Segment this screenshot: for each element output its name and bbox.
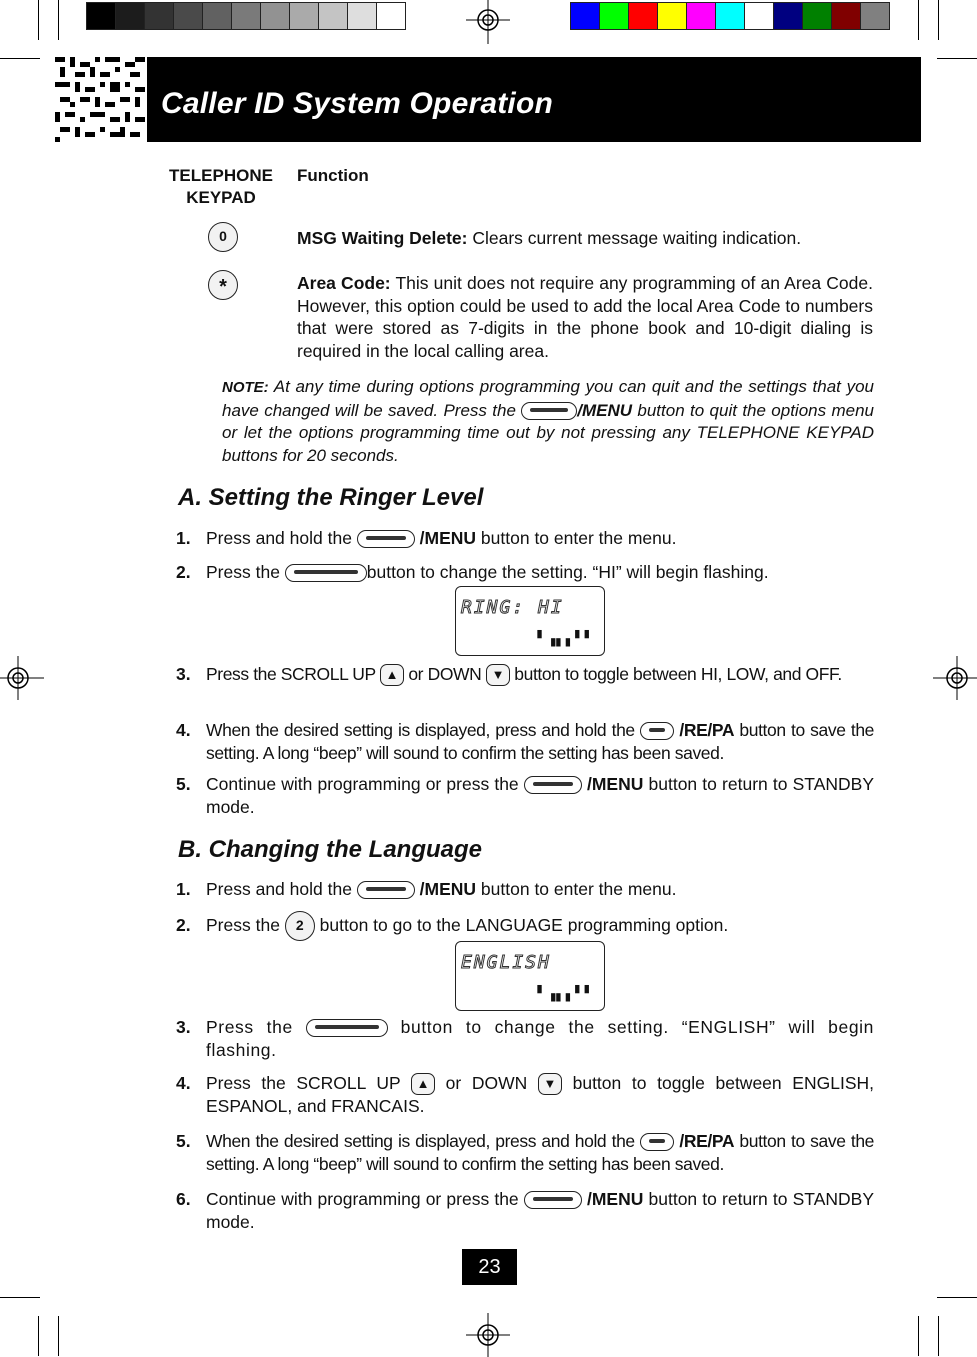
step-text: Press the	[206, 1017, 306, 1037]
function-row	[297, 227, 875, 250]
column-header-function: Function	[297, 166, 369, 185]
crop-mark	[937, 58, 977, 59]
step-text: Press and hold the	[206, 879, 357, 899]
step	[176, 773, 874, 821]
button-name: /MENU	[586, 774, 644, 794]
crop-mark	[937, 1297, 977, 1298]
page-title: Caller ID System Operation	[161, 87, 553, 120]
function-label: Area Code:	[297, 273, 391, 293]
color-bar	[570, 2, 889, 30]
step	[176, 878, 874, 902]
lcd-status-icons: ▘▗▖▖▘▘	[537, 631, 594, 647]
step-number: 1.	[176, 528, 191, 548]
step	[176, 1016, 874, 1064]
step-text: Continue with programming or press the	[206, 774, 524, 794]
crop-mark	[58, 0, 59, 40]
step-text: Press the	[206, 915, 285, 935]
crop-mark	[38, 0, 39, 40]
section-title: A. Setting the Ringer Level	[178, 484, 484, 511]
button-name: /MENU	[586, 1189, 644, 1209]
crop-mark	[0, 1297, 40, 1298]
dot-pattern-icon	[55, 57, 145, 142]
step-number: 3.	[176, 1017, 191, 1037]
step-number: 6.	[176, 1189, 191, 1209]
select-button-icon	[285, 564, 367, 582]
note-label: NOTE:	[222, 379, 269, 396]
step-text: button to toggle between HI, LOW, and OFF.	[509, 664, 842, 684]
step-text: button to enter the menu.	[476, 879, 677, 899]
button-name: /RE/PA	[679, 720, 735, 740]
step-text: or DOWN	[435, 1073, 538, 1093]
re-pa-button-icon	[640, 722, 674, 740]
step-number: 3.	[176, 664, 191, 684]
step-text: or DOWN	[403, 664, 486, 684]
step-text: button to return to STANDBY mode.	[206, 774, 874, 817]
crop-mark	[38, 1316, 39, 1356]
grayscale-bar	[86, 2, 405, 30]
crop-mark	[938, 0, 939, 40]
step-number: 2.	[176, 562, 191, 582]
step-text: button to save the setting. A long “beep” will sound to confirm the setting has been saved.	[206, 720, 874, 763]
scroll-down-icon: ▼	[538, 1073, 562, 1095]
step	[176, 1130, 874, 1178]
menu-button-icon	[357, 881, 415, 899]
lcd-status-icons: ▘▗▖▖▘▘	[537, 986, 594, 1002]
lcd-display	[455, 941, 605, 1011]
step-text: button to enter the menu.	[476, 528, 677, 548]
step-number: 2.	[176, 915, 191, 935]
step-text: Press the SCROLL UP	[206, 1073, 412, 1093]
crop-mark	[918, 1316, 919, 1356]
note-text: At any time during options programming you can quit and the settings that you have changed will be saved. Press the	[222, 377, 874, 420]
function-row	[297, 272, 873, 362]
scroll-down-icon: ▼	[486, 664, 510, 686]
crop-mark	[918, 0, 919, 40]
step-text: Continue with programming or press the	[206, 1189, 524, 1209]
column-header-keypad	[166, 166, 276, 208]
keypad-star-key: *	[208, 270, 238, 300]
button-name: /RE/PA	[679, 1131, 735, 1151]
registration-target-icon	[0, 656, 44, 700]
menu-button-icon	[357, 530, 415, 548]
step-text: Press the SCROLL UP	[206, 664, 380, 684]
lcd-text: ENGLISH	[461, 952, 551, 973]
button-name: /MENU	[577, 400, 633, 420]
menu-button-icon	[524, 1191, 582, 1209]
select-button-icon	[306, 1019, 388, 1037]
re-pa-button-icon	[640, 1133, 674, 1151]
lcd-display	[455, 586, 605, 656]
scroll-up-icon: ▲	[380, 664, 404, 686]
step-text: button to go to the LANGUAGE programming option.	[314, 915, 729, 935]
keypad-2-key: 2	[285, 911, 315, 941]
function-text: Clears current message waiting indication.	[467, 228, 802, 248]
step	[176, 911, 874, 941]
keypad-0-key: 0	[208, 222, 238, 252]
step	[176, 527, 874, 551]
step-number: 4.	[176, 720, 191, 740]
function-label: MSG Waiting Delete:	[297, 228, 468, 248]
lcd-text: RING: HI	[461, 597, 564, 618]
step-text: button to save the setting. A long “beep” will sound to confirm the setting has been saved.	[206, 1131, 874, 1174]
menu-button-icon	[524, 776, 582, 794]
step-text: Press and hold the	[206, 528, 357, 548]
crop-mark	[58, 1316, 59, 1356]
step	[176, 663, 874, 711]
page-header	[147, 57, 921, 142]
step	[176, 719, 874, 767]
scroll-up-icon: ▲	[411, 1073, 435, 1095]
button-name: /MENU	[419, 528, 477, 548]
column-header-line: TELEPHONE	[169, 166, 273, 185]
step-number: 5.	[176, 774, 191, 794]
step	[176, 561, 874, 585]
step	[176, 1188, 874, 1236]
step-text: Press the	[206, 562, 285, 582]
step	[176, 1072, 874, 1120]
step-text: button to return to STANDBY mode.	[206, 1189, 874, 1232]
menu-button-icon	[521, 402, 577, 420]
step-number: 1.	[176, 879, 191, 899]
button-name: /MENU	[419, 879, 477, 899]
step-text: button to change the setting. “HI” will begin flashing.	[366, 562, 769, 582]
step-text: button to change the setting. “ENGLISH” will begin flashing.	[206, 1017, 874, 1060]
step-text: When the desired setting is displayed, press and hold the	[206, 1131, 641, 1151]
column-header-line: KEYPAD	[186, 188, 256, 207]
function-text: This unit does not require any programming of an Area Code. However, this option could be used to add the local Area Code to numbers that were stored as 7-digits in the phone book and 10-digit dialing is required in the local calling area.	[297, 273, 873, 361]
registration-target-icon	[466, 0, 510, 44]
step-text: When the desired setting is displayed, press and hold the	[206, 720, 641, 740]
note-paragraph	[222, 376, 874, 467]
note-text: button to quit the options menu or let the options programming time out by not pressing any TELEPHONE KEYPAD buttons for 20 seconds.	[222, 400, 874, 465]
registration-target-icon	[466, 1313, 510, 1357]
registration-target-icon	[933, 656, 977, 700]
step-number: 4.	[176, 1073, 191, 1093]
step-text: button to toggle between ENGLISH, ESPANOL, and FRANCAIS.	[206, 1073, 874, 1117]
section-title: B. Changing the Language	[178, 836, 482, 863]
crop-mark	[938, 1316, 939, 1356]
step-number: 5.	[176, 1131, 191, 1151]
crop-mark	[0, 58, 40, 59]
page-number: 23	[462, 1249, 517, 1285]
